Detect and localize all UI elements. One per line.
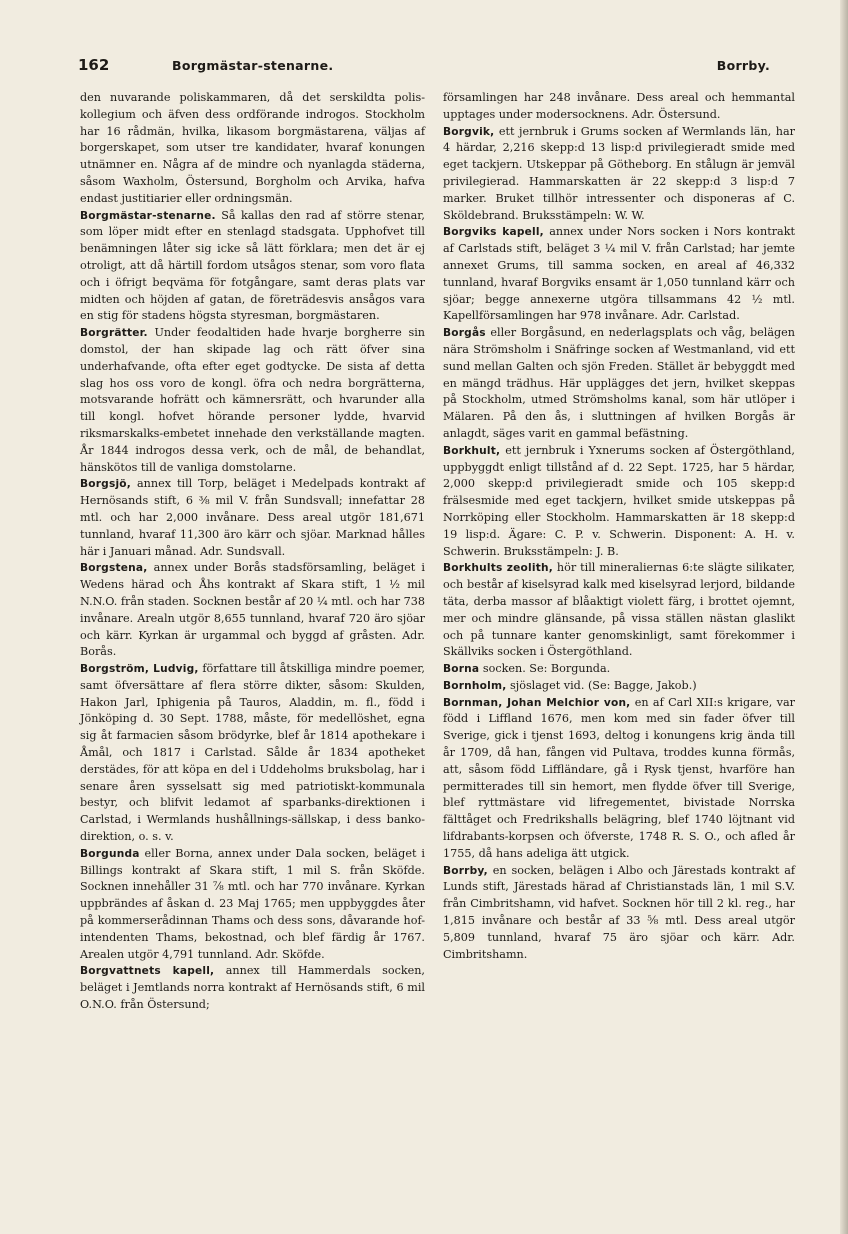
- entry-headword: Borgström, Ludvig,: [80, 663, 199, 676]
- entry-text: annex till Hammerdals socken, beläget i Jemtlands norra kontrakt af Hernösands stift, 6 mil O.N.O. från Östersund;: [80, 964, 425, 1012]
- entry-borgmastar-stenarne: [80, 208, 425, 326]
- entry-text: en af Carl XII:s krigare, var född i Liffland 1676, men kom med sin fader öfver till Sverige, gick i tjenst 1693, deltog i konungens krig ända till år 1709, då han, fången vid Pultava, troddes kunna förmås, att, såsom född Liffländare, gå i Rysk tjenst, hvarföre han permitterades till sin hemort, men flydde öfver till Sverige, blef ryttmästare vid lifregementet, bivistade Norrska fälttåget och Fredrikshalls belägring, blef 1740 löjtnant vid lifdrabants-korpsen och öfverste, 1748 R. S. O., och afled år 1755, då hans adeliga ätt utgick.: [443, 695, 795, 860]
- running-title-left: Borgmästar-stenarne.: [172, 58, 334, 73]
- entry-continuation: [443, 90, 795, 124]
- entry-text: hör till mineraliernas 6:te slägte silikater, och består af kiselsyrad kalk med kiselsyrad lerjord, bildande täta, derba massor af blåaktigt violett färg, i brottet ojemnt, mer och mindre glänsande, på vissa ställen nästan glaslikt och på tunnare kanter genomskinligt, samt förekommer i Skällviks socken i Östergöthland.: [443, 561, 795, 659]
- entry-borgviks-kapell: [443, 224, 795, 325]
- entry-borkhult: [443, 443, 795, 561]
- entry-text: författare till åtskilliga mindre poemer, samt öfversättare af flera större dikter, såsom: Skulden, Hakon Jarl, Iphigenia på Tauros, Aladdin, m. fl., född i Jönköping d. 30 Sept. 1788, måste, för medellöshet, egna sig åt farmacien såsom brödyrke, blef år 1814 apothekare i Åmål, och 1817 i Carlstad. Sålde år 1834 apotheket derstädes, för att köpa en del i Uddeholms bruksbolag, har i senare åren sysselsatt sig med patriotiskt-kommunala bestyr, och blifvit ledamot af sparbanks-direktionen i Carlstad, i Wermlands hushållnings-sällskap, i dess banko-direktion, o. s. v.: [80, 662, 425, 844]
- entry-text: Under feodaltiden hade hvarje borgherre sin domstol, der han skipade lag och rätt öfver sina underhafvande, ofta efter eget godtycke. De sista af detta slag hos oss voro de kongl. öfra och nedra borgrätterna, motsvarande hofrätt och kämnersrätt, och hvarunder alla till kongl. hofvet hörande personer lydde, hvarvid riksmarskalks-embetet innehade den verkställande magten. År 1844 indrogos dessa verk, och de mål, de behandlat, hänskötos till de vanliga domstolarne.: [80, 326, 425, 474]
- page-header: [78, 56, 788, 78]
- entry-headword: Borna: [443, 663, 480, 676]
- page-edge-shadow: [840, 0, 848, 1234]
- left-column: [80, 90, 425, 1014]
- entry-headword: Borkhults zeolith,: [443, 562, 553, 575]
- entry-bornman: [443, 695, 795, 863]
- entry-borgunda: [80, 846, 425, 964]
- entry-headword: Bornman, Johan Melchior von,: [443, 696, 631, 709]
- entry-borgsjo: [80, 476, 425, 560]
- entry-borna: [443, 661, 795, 678]
- page-number: 162: [78, 56, 110, 74]
- entry-headword: Borrby,: [443, 864, 488, 877]
- entry-borgvattnets-kapell: [80, 963, 425, 1013]
- entry-borkhults-zeolith: [443, 560, 795, 661]
- entry-text: socken. Se: Borgunda.: [482, 662, 611, 676]
- entry-headword: Borgrätter.: [80, 327, 148, 340]
- entry-text: Så kallas den rad af större stenar, som löper midt efter en stenlagd stadsgata. Upphofvet till benämningen låter sig icke så lätt förklara; men det är ej otroligt, att då härtill fordom utsågos stenar, som voro flata och i öfrigt beqväma för fotgångare, samt deras plats var midten och höjden af gatan, de företrädesvis ansågos vara en stig för stadens högsta styresman, borgmästaren.: [80, 208, 425, 323]
- entry-headword: Borgviks kapell,: [443, 226, 544, 239]
- entry-borgvik: [443, 124, 795, 225]
- entry-headword: Borgvik,: [443, 125, 495, 138]
- entry-borgstrom: [80, 661, 425, 846]
- entry-text: den nuvarande poliskammaren, då det serskildta polis-kollegium och äfven dess ordförande indrogos. Stockholm har 16 rådmän, hvilka, likasom borgmästarena, väljas af borgerskapet, som utser tre kandidater, hvaraf konungen utnämner en. Några af de mindre och nyanlagda städerna, såsom Waxholm, Östersund, Borgholm och Arvika, hafva endast justitiarier eller ordningsmän.: [80, 91, 425, 205]
- entry-text: sjöslaget vid. (Se: Bagge, Jakob.): [510, 678, 697, 692]
- entry-borgas: [443, 325, 795, 443]
- entry-text: ett jernbruk i Grums socken af Wermlands län, har 4 härdar, 2,216 skepp:d 13 lisp:d privilegieradt smide med eget tackjern. Utskeppar på Götheborg. En stålugn är jemväl privilegierad. Hammarskatten är 22 skepp:d 3 lisp:d 7 marker. Bruket tillhör intressenter och disponeras af C. Sköldebrand. Bruksstämpeln: W. W.: [443, 124, 795, 222]
- entry-headword: Borgvattnets kapell,: [80, 965, 215, 978]
- entry-borgratter: [80, 325, 425, 476]
- entry-bornholm: [443, 678, 795, 695]
- running-title-right: Borrby.: [716, 58, 770, 73]
- entry-headword: Bornholm,: [443, 679, 507, 692]
- entry-borrby: [443, 863, 795, 964]
- entry-continuation: [80, 90, 425, 208]
- entry-text: annex under Borås stadsförsamling, beläget i Wedens härad och Åhs kontrakt af Skara stift, 1 ½ mil N.N.O. från staden. Socknen består af 20 ¼ mtl. och har 738 invånare. Arealn utgör 8,655 tunnland, hvaraf 720 äro sjöar och kärr. Kyrkan är urgammal och byggd af gråsten. Adr. Borås.: [80, 561, 425, 659]
- entry-text: eller Borgåsund, en nederlagsplats och våg, belägen nära Strömsholm i Snäfringe socken af Westmanland, vid ett sund mellan Galten och sjön Freden. Stället är bebyggdt med en mängd trädhus. Här upplägges det jern, hvilket skeppas på Stockholm, utmed Strömsholms kanal, som här utlöper i Mälaren. På den ås, i sluttningen af hvilken Borgås är anlagdt, säges varit en gammal befästning.: [443, 326, 795, 440]
- right-column: [443, 90, 795, 963]
- entry-text: församlingen har 248 invånare. Dess areal och hemmantal upptages under modersocknens. Adr. Östersund.: [443, 91, 795, 121]
- entry-text: eller Borna, annex under Dala socken, beläget i Billings kontrakt af Skara stift, 1 mil S. från Sköfde. Socknen innehåller 31 ⅞ mtl. och har 770 invånare. Kyrkan uppbrändes af åskan d. 23 Maj 1765; men uppbyggdes åter på kommerserådinnan Thams och dess sons, dåvarande hof-intendenten Thams, bekostnad, och blef färdig år 1767. Arealen utgör 4,791 tunnland. Adr. Sköfde.: [80, 846, 425, 961]
- entry-text: annex under Nors socken i Nors kontrakt af Carlstads stift, beläget 3 ¼ mil V. från Carlstad; har jemte annexet Grums, till samma socken, en areal af 46,332 tunnland, hvaraf Borgviks ensamt är 1,050 tunnland kärr och sjöar; begge annexerne utgöra tillsammans 42 ½ mtl. Kapellförsamlingen har 978 invånare. Adr. Carlstad.: [443, 225, 796, 323]
- entry-headword: Borgsjö,: [80, 478, 131, 491]
- entry-headword: Borgmästar-stenarne.: [80, 209, 216, 222]
- entry-text: en socken, belägen i Albo och Järestads kontrakt af Lunds stift, Järestads härad af Christianstads län, 1 mil S.V. från Cimbritshamn, vid hafvet. Socknen hör till 2 kl. reg., har 1,815 invånare och består af 33 ⅝ mtl. Dess areal utgör 5,809 tunnland, hvaraf 75 äro sjöar och kärr. Adr. Cimbritshamn.: [443, 863, 795, 961]
- entry-headword: Borgstena,: [80, 562, 148, 575]
- entry-headword: Borgunda: [80, 847, 140, 860]
- entry-headword: Borgås: [443, 327, 486, 340]
- entry-text: ett jernbruk i Yxnerums socken af Östergöthland, uppbyggdt enligt tillstånd af d. 22 Sept. 1725, har 5 härdar, 2,000 skepp:d privilegieradt smide och 105 skepp:d frälsesmide med eget tackjern, hvilket smide utskeppas på Norrköping eller Stockholm. Hammarskatten är 18 skepp:d 19 lisp:d. Ägare: C. P. v. Schwerin. Disponent: A. H. v. Schwerin. Bruksstämpeln: J. B.: [443, 443, 795, 558]
- entry-headword: Borkhult,: [443, 444, 501, 457]
- entry-borgstena: [80, 560, 425, 661]
- entry-text: annex till Torp, beläget i Medelpads kontrakt af Hernösands stift, 6 ⅜ mil V. från Sundsvall; innefattar 28 mtl. och har 2,000 invånare. Dess areal utgör 181,671 tunnland, hvaraf 11,300 äro kärr och sjöar. Marknad hålles här i Januari månad. Adr. Sundsvall.: [80, 477, 425, 558]
